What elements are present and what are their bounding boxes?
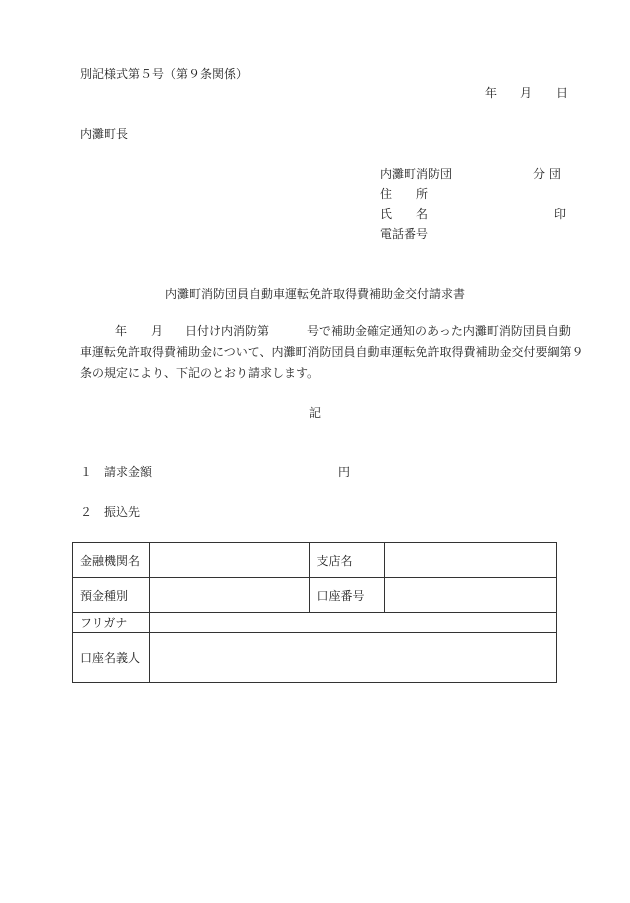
body-notice-ref: 日付け内消防第 — [185, 324, 270, 338]
name-label: 氏 名 — [380, 207, 429, 221]
seal-mark: 印 — [554, 207, 567, 221]
body-line-1-tail: 号で補助金確定通知のあった内灘町消防団員自動 — [307, 324, 571, 338]
applicant-org: 内灘町消防団 — [380, 167, 453, 181]
item1-unit: 円 — [338, 465, 351, 479]
deposit-type-label: 預金種別 — [73, 578, 150, 613]
phone-label: 電話番号 — [380, 227, 429, 241]
body-line-2: 車運転免許取得費補助金について、内灘町消防団員自動車運転免許取得費補助金交付要綱第９ — [80, 345, 584, 359]
bank-name-field[interactable] — [149, 543, 309, 578]
account-holder-label: 口座名義人 — [73, 633, 150, 683]
account-number-label: 口座番号 — [309, 578, 385, 613]
applicant-unit: 分 団 — [533, 167, 561, 181]
table-row — [73, 633, 557, 683]
addressee: 内灘町長 — [80, 127, 129, 141]
date-year: 年 — [485, 86, 498, 100]
item1-label: １ 請求金額 — [80, 465, 153, 479]
furigana-label: フリガナ — [73, 613, 150, 633]
account-number-field[interactable] — [385, 578, 557, 613]
date-month: 月 — [520, 86, 533, 100]
date-day: 日 — [556, 86, 569, 100]
bank-info-table — [72, 542, 557, 683]
body-line-1 — [80, 321, 570, 342]
deposit-type-field[interactable] — [149, 578, 309, 613]
account-holder-field[interactable] — [149, 633, 556, 683]
branch-label: 支店名 — [309, 543, 385, 578]
form-number: 別記様式第５号（第９条関係） — [80, 67, 249, 81]
branch-field[interactable] — [385, 543, 557, 578]
table-row — [73, 613, 557, 633]
table-row — [73, 543, 557, 578]
body-year: 年 — [115, 324, 128, 338]
ki-heading: 記 — [308, 406, 321, 420]
body-month: 月 — [151, 324, 164, 338]
address-label: 住 所 — [380, 187, 429, 201]
table-row — [73, 578, 557, 613]
document-title: 内灘町消防団員自動車運転免許取得費補助金交付請求書 — [164, 287, 465, 301]
item2-label: ２ 振込先 — [80, 505, 141, 519]
body-line-3: 条の規定により、下記のとおり請求します。 — [80, 366, 320, 380]
furigana-field[interactable] — [149, 613, 556, 633]
bank-name-label: 金融機関名 — [73, 543, 150, 578]
